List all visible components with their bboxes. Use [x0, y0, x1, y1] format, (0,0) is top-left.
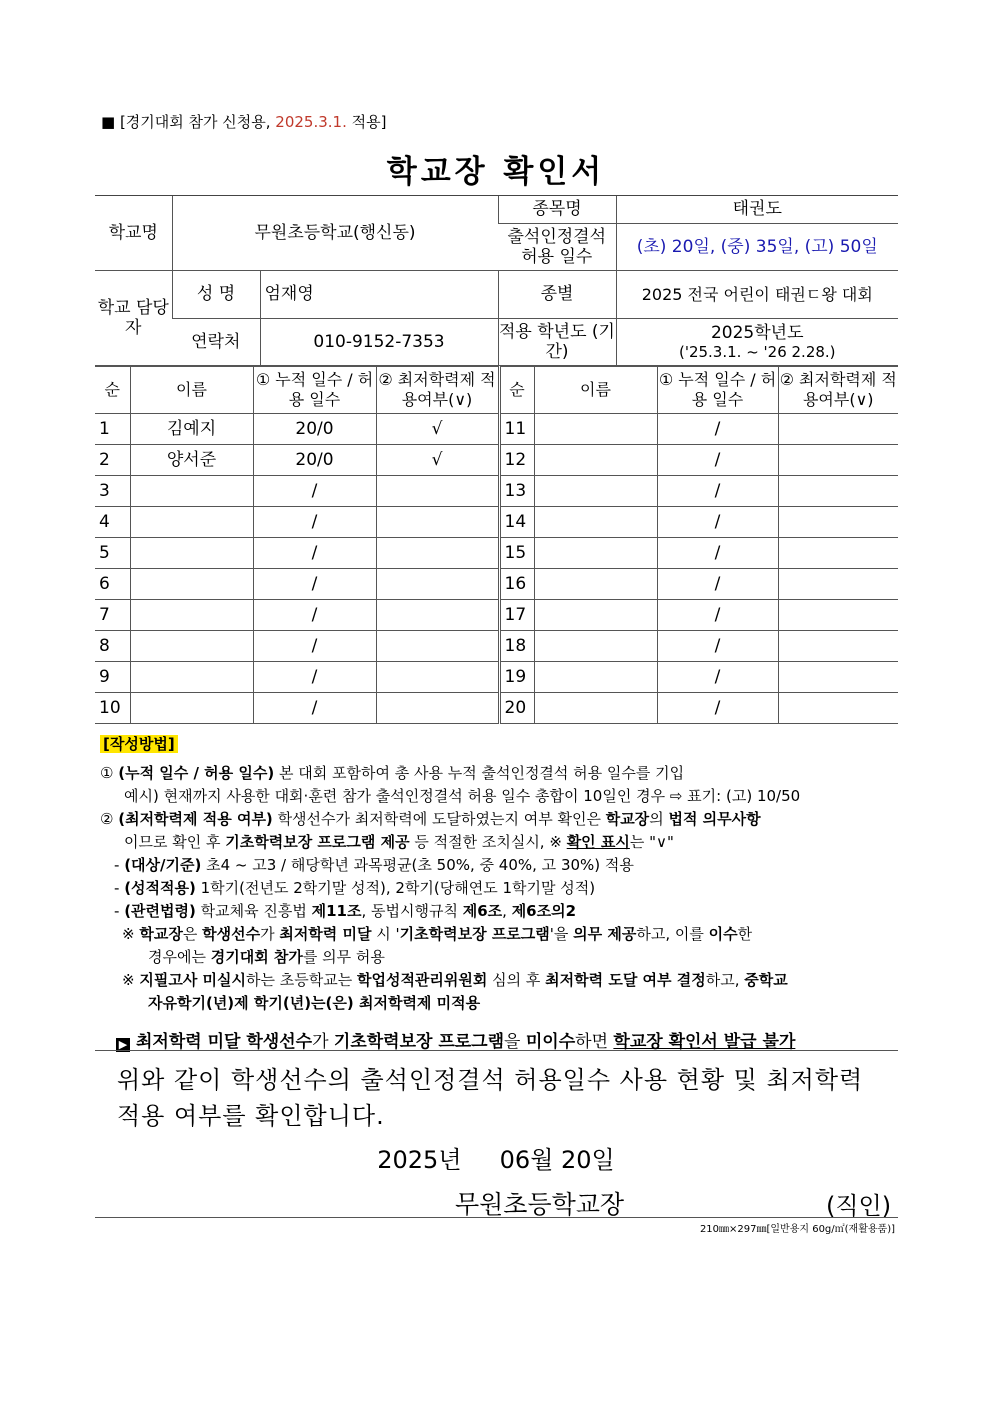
table-row	[95, 569, 898, 600]
roster-right-name	[534, 662, 657, 693]
allow-value: (초) 20일, (중) 35일, (고) 50일	[616, 224, 898, 271]
arrow-box-icon: ▶	[116, 1038, 130, 1052]
roster-left-days: /	[253, 600, 376, 631]
roster-right-days: /	[657, 538, 778, 569]
roster-right-days: /	[657, 662, 778, 693]
header-days-left: ① 누적 일수 / 허용 일수	[253, 367, 376, 414]
special-note-2: ※ 지필고사 미실시하는 초등학교는 학업성적관리위원회 심의 후 최저학력 도달 여부 결정하고, 중학교	[122, 971, 788, 989]
special-note-2-cont: 자유학기(년)제 학기(년)는(은) 최저학력제 미적용	[148, 994, 481, 1012]
table-row	[95, 538, 898, 569]
divider-line	[95, 1050, 898, 1051]
roster-right-name	[534, 631, 657, 662]
roster-right-no: 13	[499, 476, 534, 507]
roster-right-no: 14	[499, 507, 534, 538]
roster-right-no: 18	[499, 631, 534, 662]
school-value: 무원초등학교(행신동)	[172, 196, 498, 271]
note-1: ① (누적 일수 / 허용 일수) 본 대회 포함하여 총 사용 누적 출석인정결석 허용 일수를 기입	[100, 764, 685, 782]
effective-date: 2025.3.1.	[275, 113, 347, 131]
roster-right-check	[778, 662, 898, 693]
roster-left-days: /	[253, 569, 376, 600]
roster-left-days: /	[253, 631, 376, 662]
roster-left-no: 5	[95, 538, 130, 569]
roster-right-no: 17	[499, 600, 534, 631]
roster-left-check	[376, 569, 499, 600]
roster-left-no: 8	[95, 631, 130, 662]
roster-left-no: 3	[95, 476, 130, 507]
roster-right-name	[534, 445, 657, 476]
paper-spec: 210㎜×297㎜[일반용지 60g/㎡(재활용품)]	[699, 1224, 895, 1235]
year-period: ('25.3.1. ~ '26 2.28.)	[678, 343, 836, 362]
header-academic-right: ② 최저학력제 적용여부(∨)	[778, 367, 898, 414]
roster-right-check	[778, 476, 898, 507]
year-value	[616, 319, 898, 366]
roster-right-check	[778, 600, 898, 631]
header-days-right: ① 누적 일수 / 허용 일수	[657, 367, 778, 414]
roster-left-check: √	[376, 445, 499, 476]
roster-right-days: /	[657, 600, 778, 631]
roster-right-check	[778, 693, 898, 724]
roster-left-check	[376, 631, 499, 662]
document-title: 학교장 확인서	[386, 154, 606, 190]
staff-label: 학교 담당자	[95, 271, 172, 366]
roster-right-check	[778, 445, 898, 476]
roster-left-name	[130, 631, 253, 662]
roster-right-days: /	[657, 476, 778, 507]
roster-left-name	[130, 569, 253, 600]
roster-right-no: 20	[499, 693, 534, 724]
school-label: 학교명	[95, 196, 172, 271]
confirm-statement	[117, 1062, 897, 1134]
bottom-line	[95, 1217, 898, 1218]
roster-left-name	[130, 538, 253, 569]
header-no-left: 순	[95, 367, 130, 414]
roster-left-days: /	[253, 538, 376, 569]
table-row	[95, 476, 898, 507]
roster-left-name	[130, 662, 253, 693]
roster-right-days: /	[657, 414, 778, 445]
roster-right-no: 11	[499, 414, 534, 445]
final-warning: ▶ 최저학력 미달 학생선수가 기초학력보장 프로그램을 미이수하면 학교장 확인서 발급 불가	[116, 1027, 795, 1052]
header-name-left: 이름	[130, 367, 253, 414]
category-label: 종별	[498, 271, 616, 319]
table-row	[95, 507, 898, 538]
roster-left-name	[130, 476, 253, 507]
roster-left-no: 9	[95, 662, 130, 693]
roster-right-name	[534, 476, 657, 507]
roster-right-name	[534, 693, 657, 724]
detail-target: - (대상/기준) 초4 ~ 고3 / 해당학년 과목평균(초 50%, 중 40%, 고 30%) 적용	[114, 856, 634, 874]
roster-right-no: 15	[499, 538, 534, 569]
table-row	[95, 631, 898, 662]
confirm-line-1: 위와 같이 학생선수의 출석인정결석 허용일수 사용 현황 및 최저학력	[117, 1066, 864, 1094]
name-value: 엄재영	[260, 271, 498, 319]
roster-left-name: 김예지	[130, 414, 253, 445]
note-2: ② (최저학력제 적용 여부) 학생선수가 최저학력에 도달하였는지 여부 확인은 학교장의 법적 의무사항	[100, 810, 761, 828]
roster-right-days: /	[657, 507, 778, 538]
roster-left-no: 7	[95, 600, 130, 631]
seal-mark: (직인)	[826, 1192, 892, 1220]
contact-value: 010-9152-7353	[260, 319, 498, 366]
table-row	[95, 693, 898, 724]
allow-label: 출석인정결석 허용 일수	[498, 224, 616, 271]
issue-date: 2025년 06월 20일	[377, 1146, 615, 1174]
roster-left-check: √	[376, 414, 499, 445]
roster-left-days: /	[253, 693, 376, 724]
header-academic-left: ② 최저학력제 적용여부(∨)	[376, 367, 499, 414]
table-row	[95, 662, 898, 693]
roster-right-check	[778, 538, 898, 569]
note-2-cont: 이므로 확인 후 기초학력보장 프로그램 제공 등 적절한 조치실시, ※ 확인 표시는 "∨"	[124, 833, 674, 851]
roster-right-name	[534, 600, 657, 631]
name-label: 성 명	[172, 271, 260, 319]
method-notes	[100, 762, 900, 1015]
special-note-1: ※ 학교장은 학생선수가 최저학력 미달 시 '기초학력보장 프로그램'을 의무 제공하고, 이를 이수한	[122, 925, 753, 943]
roster-right-days: /	[657, 445, 778, 476]
roster-left-days: /	[253, 476, 376, 507]
roster-right-name	[534, 414, 657, 445]
roster-left-no: 2	[95, 445, 130, 476]
roster-left-check	[376, 538, 499, 569]
roster-left-days: /	[253, 507, 376, 538]
roster-right-days: /	[657, 693, 778, 724]
roster-right-days: /	[657, 569, 778, 600]
category-value: 2025 전국 어린이 태권ㄷ왕 대회	[616, 271, 898, 319]
event-value: 태권도	[616, 196, 898, 224]
roster-right-name	[534, 569, 657, 600]
year-label: 적용 학년도 (기간)	[498, 319, 616, 366]
roster-left-check	[376, 662, 499, 693]
year-value-main: 2025학년도	[710, 322, 804, 343]
roster-left-days: /	[253, 662, 376, 693]
roster-left-no: 4	[95, 507, 130, 538]
roster-right-name	[534, 538, 657, 569]
roster-left-check	[376, 507, 499, 538]
table-row	[95, 414, 898, 445]
roster-right-days: /	[657, 631, 778, 662]
roster-left-name: 양서준	[130, 445, 253, 476]
roster-table	[95, 366, 898, 724]
method-heading: [작성방법]	[100, 733, 178, 754]
roster-left-check	[376, 693, 499, 724]
roster-right-no: 19	[499, 662, 534, 693]
event-label: 종목명	[498, 196, 616, 224]
table-row	[95, 445, 898, 476]
roster-right-check	[778, 507, 898, 538]
roster-right-check	[778, 414, 898, 445]
header-no-right: 순	[499, 367, 534, 414]
roster-right-check	[778, 569, 898, 600]
roster-left-days: 20/0	[253, 445, 376, 476]
roster-left-name	[130, 600, 253, 631]
roster-left-check	[376, 476, 499, 507]
contact-label: 연락처	[172, 319, 260, 366]
table-row	[95, 600, 898, 631]
header-name-right: 이름	[534, 367, 657, 414]
detail-law: - (관련법령) 학교체육 진흥법 제11조, 동법시행규칙 제6조, 제6조의2	[114, 902, 577, 920]
roster-left-no: 10	[95, 693, 130, 724]
roster-right-no: 16	[499, 569, 534, 600]
form-usage-line: ■ [경기대회 참가 신청용, 2025.3.1. 적용]	[101, 113, 387, 131]
detail-grade: - (성적적용) 1학기(전년도 2학기말 성적), 2학기(당해연도 1학기말 성적)	[114, 879, 596, 897]
roster-left-check	[376, 600, 499, 631]
roster-right-no: 12	[499, 445, 534, 476]
note-1-example: 예시) 현재까지 사용한 대회·훈련 참가 출석인정결석 허용 일수 총합이 10일인 경우 ⇨ 표기: (고) 10/50	[124, 787, 801, 805]
roster-left-name	[130, 693, 253, 724]
info-table	[95, 195, 898, 366]
signer-title: 무원초등학교장	[455, 1190, 625, 1219]
roster-left-days: 20/0	[253, 414, 376, 445]
roster-right-check	[778, 631, 898, 662]
roster-left-no: 6	[95, 569, 130, 600]
roster-left-no: 1	[95, 414, 130, 445]
roster-left-name	[130, 507, 253, 538]
roster-right-name	[534, 507, 657, 538]
confirm-line-2: 적용 여부를 확인합니다.	[117, 1102, 385, 1130]
special-note-1-cont: 경우에는 경기대회 참가를 의무 허용	[148, 948, 385, 966]
